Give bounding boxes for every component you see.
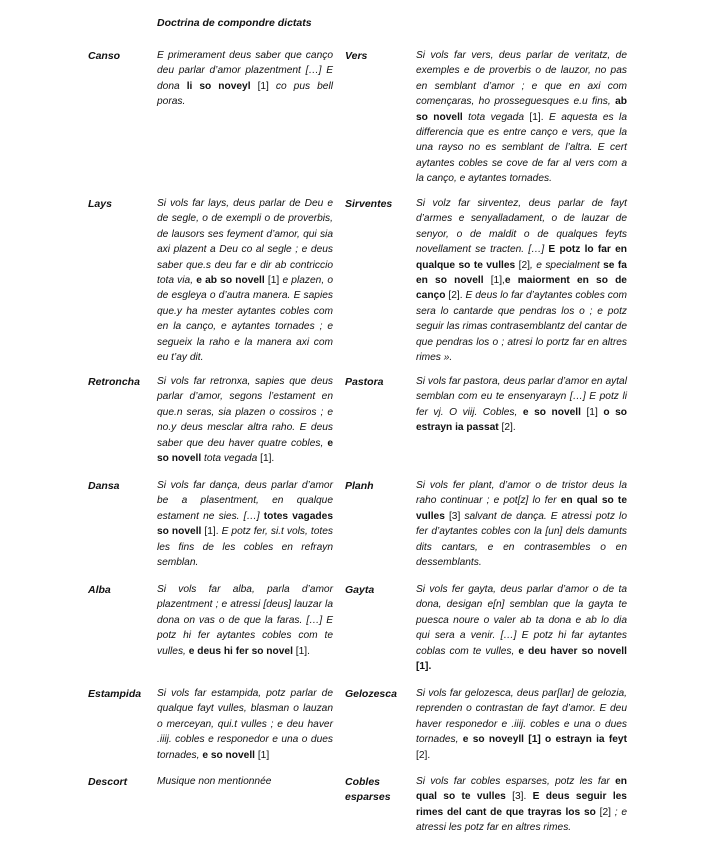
genre-term-gayta: Gayta bbox=[345, 584, 375, 596]
genre-text-sirventes: Si volz far sirventez, deus parlar de fayt d’armes e senyalladament, o de lauzar de senyor, o de maldit o de qualques feyts novellament se tracten. […] E potz lo far en qualque so te vulles [2], e specialment se fa en so novell [1],e maiorment en so de canço [2]. E deus lo far d’aytantes cobles com sera lo cantarde que pendras los o ; e potz seguir las rimas contrasemblantz del cantar de que pendras los o ; atresi lo portz far en altres rimes ». bbox=[416, 198, 627, 364]
genre-term-gelozesca: Gelozesca bbox=[345, 688, 397, 700]
genre-text-gelozesca: Si vols far gelozesca, deus par[lar] de gelozia, reprenden o contrastan de fayt d’amor. E deu haver responedor e .iiij. cobles e una o dues tornades, e so noveyll [1] o estrayn ia feyt [2]. bbox=[416, 688, 627, 761]
genre-text-alba: Si vols far alba, parla d’amor plazentment ; e atressi [deus] lauzar la dona on vas o de que la faras. […] E potz hi fer aytantes cobles com te vulles, e deus hi fer so novel [1]. bbox=[157, 584, 333, 657]
genre-text-estampida: Si vols far estampida, potz parlar de qualque fayt vulles, blasman o lauzan o merceyan, qui.t vulles ; e deu haver .iiij. cobles e responedor e una o dues tornades, e so novell [1] bbox=[157, 688, 333, 761]
genre-term-canso: Canso bbox=[88, 50, 121, 62]
genre-term-planh: Planh bbox=[345, 480, 374, 492]
genre-term-descort: Descort bbox=[88, 776, 128, 788]
genre-text-lays: Si vols far lays, deus parlar de Deu e de segle, o de exempli o de proverbis, de lausors ses feyment d’amor, qui sia axi plazent a Deu co al segle ; e deus saber que.s deu far e dir ab contriccio tota via, e ab so novell [1] e plazen, o de esgleya o d’autra manera. E sapies que.y ha mester aytantes cobles com en la canço, e aytantes tornades ; e segueix la raho e la manera axi com eu t’ay dit. bbox=[157, 198, 333, 364]
genre-text-retroncha: Si vols far retronxa, sapies que deus parlar d’amor, segons l’estament en que.n seras, sia plazen o cossiros ; e no.y deus mesclar altra raho. E deus saber que deu haver quatre cobles, e so novell tota vegada [1]. bbox=[157, 376, 333, 465]
genre-term-cobles-esparses: Cobles esparses bbox=[345, 776, 391, 803]
genre-term-retroncha: Retroncha bbox=[88, 376, 140, 388]
genre-text-gayta: Si vols fer gayta, deus parlar d’amor o de ta dona, desigan e[n] semblan que la gayta te puesca noure o valer ab ta dona e ab lo dia qui sera a venir. […] E potz hi far aytantes coblas com te vulles, e deu haver so novell [1]. bbox=[416, 584, 627, 673]
genre-text-descort: Musique non mentionnée bbox=[157, 776, 272, 787]
genre-text-vers: Si vols far vers, deus parlar de veritatz, de exemples e de proverbis o de lauzor, no pas en semblant d’amor ; e que en axi com començaras, ho prosseguesques e.u fins, ab so novell tota vegada [1]. E aquesta es la differencia que es entre canço e vers, que la una rayso no es semblant de l’altra. E cert aytantes cobles se cove de far al vers com a la canço, e aytantes tornades. bbox=[416, 50, 627, 185]
genre-term-vers: Vers bbox=[345, 50, 368, 62]
genre-text-canso: E primerament deus saber que canço deu parlar d’amor plazentment […] E dona li so noveyl [1] co pus bell poras. bbox=[157, 50, 333, 108]
page-title: Doctrina de compondre dictats bbox=[157, 17, 312, 29]
genre-term-estampida: Estampida bbox=[88, 688, 142, 700]
genre-term-lays: Lays bbox=[88, 198, 112, 210]
genre-term-pastora: Pastora bbox=[345, 376, 384, 388]
genre-text-pastora: Si vols far pastora, deus parlar d’amor en aytal semblan com eu te ensenyarayn […] E potz li fer vj. O viij. Cobles, e so novell [1] o so estrayn ia passat [2]. bbox=[416, 376, 627, 434]
genre-term-alba: Alba bbox=[88, 584, 111, 596]
genre-term-dansa: Dansa bbox=[88, 480, 120, 492]
genre-text-cobles-esparses: Si vols far cobles esparses, potz les far en qual so te vulles [3]. E deus seguir les rimes del cant de que trayras los so [2] ; e atressi les potz far en altres rimes. bbox=[416, 776, 627, 834]
genre-term-sirventes: Sirventes bbox=[345, 198, 393, 210]
genre-text-planh: Si vols fer plant, d’amor o de tristor deus la raho continuar ; e pot[z] lo fer en qual so te vulles [3] salvant de dança. E atressi potz lo fer d’aytantes cobles con la [un] dels damunts dits cantars, e en contrasembles o en dessemblants. bbox=[416, 480, 627, 569]
genre-text-dansa: Si vols far dança, deus parlar d’amor be a plasentment, en qualque estament ne sies. […] totes vagades so novell [1]. E potz fer, si.t vols, totes les fins de les cobles en refrayn semblan. bbox=[157, 480, 333, 569]
